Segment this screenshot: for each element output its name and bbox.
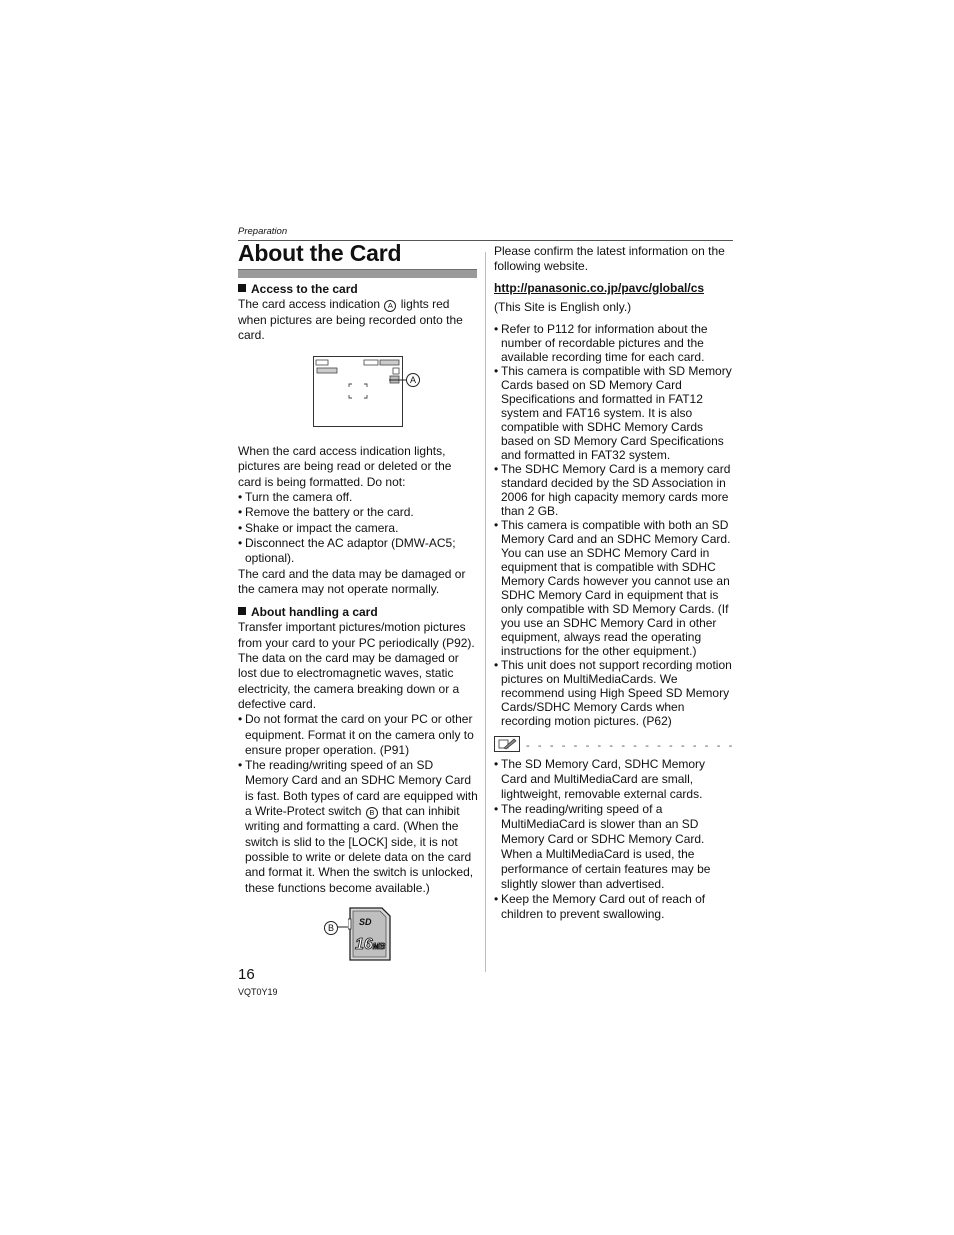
model-code: VQT0Y19	[238, 987, 278, 997]
handling-paragraph: Transfer important pictures/motion pictures from your card to your PC periodically (P92). The data on the card may be damaged or lost due to electromagnetic waves, static electricity, the camera breaking down or a defective card.	[238, 620, 475, 711]
right-column	[494, 244, 734, 922]
section-label: Preparation	[238, 226, 288, 237]
when-lights-paragraph: When the card access indication lights, pictures are being read or deleted or the card is being formatted. Do not:	[238, 444, 452, 489]
list-item: • This camera is compatible with both an SD Memory Card and an SDHC Memory Card. You can use an SDHC Memory Card in equipment that is compatible with SDHC Memory Cards however you cannot use an SDHC Memory Card in equipment that is only compatible with SD Memory Cards. (If you use an SDHC Memory Card in other equipment, always read the operating instructions for the other equipment.)	[494, 518, 734, 658]
page-title: About the Card	[238, 240, 402, 266]
english-only-note: (This Site is English only.)	[494, 299, 632, 314]
note-icon	[494, 736, 520, 752]
list-item: • Keep the Memory Card out of reach of children to prevent swallowing.	[494, 892, 734, 922]
list-item: • The reading/writing speed of a MultiMediaCard is slower than an SD Memory Card or SDHC Memory Card. When a MultiMediaCard is used, the performance of certain features may be slightly slower than advertised.	[494, 802, 734, 892]
camera-screen-figure	[313, 356, 403, 427]
page-number: 16	[238, 966, 255, 983]
label-a-icon: A	[406, 373, 420, 387]
list-item: • Refer to P112 for information about the number of recordable pictures and the available recording time for each card.	[494, 322, 734, 364]
leader-line-a	[389, 378, 407, 384]
list-item: • Do not format the card on your PC or other equipment. Format it on the camera only to ensure proper operation. (P91)	[238, 712, 478, 758]
list-item: • The SD Memory Card, SDHC Memory Card and MultiMediaCard are small, lightweight, removable external cards.	[494, 757, 734, 802]
note-divider: - - - - - - - - - - - - - - - - - -	[494, 736, 734, 754]
card-capacity: 16MB	[355, 936, 386, 953]
handling-heading: About handling a card	[238, 605, 478, 620]
square-bullet-icon	[238, 607, 246, 615]
list-item: • This unit does not support recording motion pictures on MultiMediaCards. We recommend using High Speed SD Memory Cards/SDHC Memory Cards when recording motion pictures. (P62)	[494, 658, 734, 728]
access-heading: Access to the card	[238, 282, 478, 297]
list-item: • Shake or impact the camera.	[238, 521, 478, 536]
list-item: • Remove the battery or the card.	[238, 505, 478, 520]
list-item: • Turn the camera off.	[238, 490, 478, 505]
list-item: • The SDHC Memory Card is a memory card standard decided by the SD Association in 2006 for high capacity memory cards more than 2 GB.	[494, 462, 734, 518]
title-underline-bar	[238, 269, 477, 278]
square-bullet-icon	[238, 284, 246, 292]
sd-card-icon	[348, 905, 392, 963]
list-item: • Disconnect the AC adaptor (DMW-AC5; optional).	[238, 536, 478, 567]
access-paragraph: The card access indication A lights red when pictures are being recorded onto the card.	[238, 297, 463, 342]
column-divider	[485, 252, 486, 972]
sd-logo: SD	[359, 917, 372, 927]
marker-a-icon: A	[384, 300, 396, 312]
label-b-icon: B	[324, 921, 338, 935]
damage-warning: The card and the data may be damaged or the camera may not operate normally.	[238, 566, 466, 596]
confirm-paragraph: Please confirm the latest information on the following website.	[494, 244, 725, 274]
sd-card-figure	[348, 905, 392, 963]
support-url-link[interactable]: http://panasonic.co.jp/pavc/global/cs	[494, 280, 705, 295]
marker-b-icon: B	[366, 807, 378, 819]
camera-screen-icon	[314, 357, 402, 426]
list-item: • This camera is compatible with SD Memory Cards based on SD Memory Card Specifications and formatted in FAT12 system and FAT16 system. It is also compatible with SDHC Memory Cards based on SD Memory Card Specifications and formatted in FAT32 system.	[494, 364, 734, 462]
list-item: • The reading/writing speed of an SD Memory Card and an SDHC Memory Card is fast. Both types of card are equipped with a Write-Protect switch B that can inhibit writing and formatting a card. (When the switch is slid to the [LOCK] side, it is not possible to write or delete data on the card and format it. When the switch is unlocked, these functions become available.)	[238, 758, 478, 896]
